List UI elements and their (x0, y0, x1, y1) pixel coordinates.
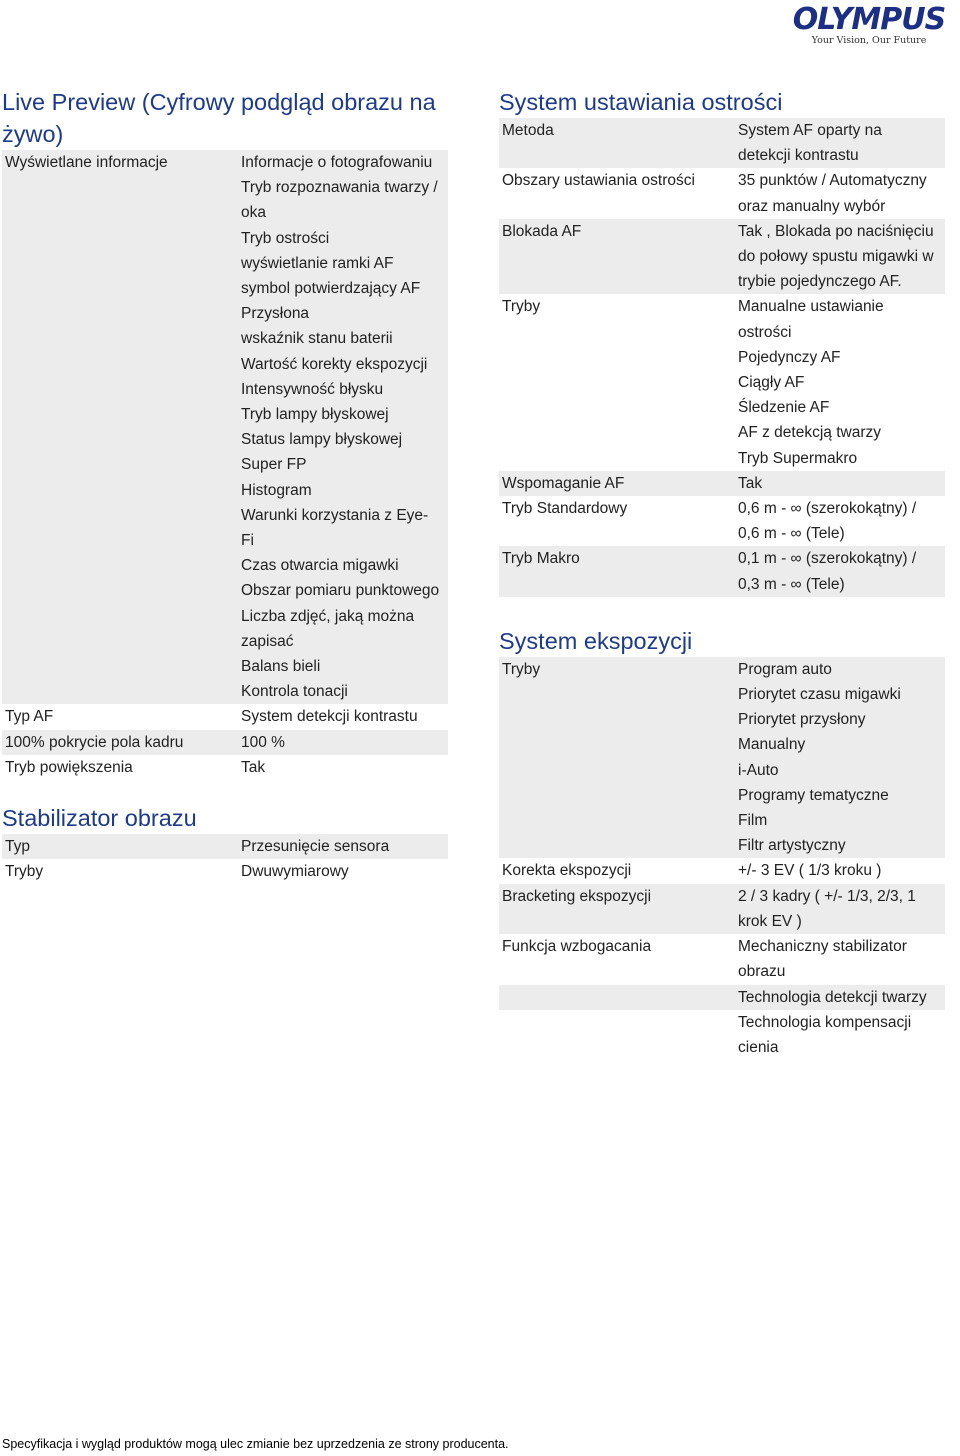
spec-value-line: Informacje o fotografowaniu (241, 154, 433, 171)
spec-row (499, 985, 945, 1010)
spec-value-line: krok EV ) (738, 912, 802, 930)
spec-value-line: Manualne ustawianie (738, 298, 884, 316)
spec-value-line: 2 / 3 kadry ( +/- 1/3, 2/3, 1 (738, 887, 916, 905)
spec-label: Funkcja wzbogacania (502, 938, 652, 956)
spec-value-line: Film (738, 812, 768, 830)
spec-value-line: +/- 3 EV ( 1/3 kroku ) (738, 862, 882, 880)
spec-row (2, 755, 448, 780)
spec-value-line: Dwuwymiarowy (241, 863, 349, 881)
spec-value-line: Filtr artystyczny (738, 837, 846, 855)
spec-value-line: Przesunięcie sensora (241, 838, 390, 856)
spec-value-line: i-Auto (738, 761, 779, 779)
spec-value-line: Przysłona (241, 305, 310, 323)
spec-value-line: System AF oparty na (738, 122, 882, 139)
spec-label (499, 985, 735, 1010)
spec-value-line: Kontrola tonacji (241, 683, 348, 701)
spec-value (735, 471, 945, 496)
spec-row (499, 934, 945, 984)
spec-value-line: Liczba zdjęć, jaką można (241, 607, 415, 625)
spec-row (499, 657, 945, 859)
spec-label: Bracketing ekspozycji (499, 884, 735, 934)
spec-label: Metoda (499, 118, 735, 168)
spec-row (2, 150, 448, 704)
spec-value (735, 858, 945, 883)
spec-value-line: Tryb Supermakro (738, 449, 858, 467)
stabilizer-title: Stabilizator obrazu (2, 805, 197, 832)
logo-wordmark: OLYMPUS (792, 2, 946, 37)
spec-row (2, 834, 448, 859)
spec-row (499, 294, 945, 470)
spec-label: Wyświetlane informacje (2, 150, 238, 704)
spec-value-line: Priorytet przysłony (738, 711, 866, 729)
spec-label: Tryb Standardowy (502, 500, 628, 518)
olympus-logo (784, 2, 954, 46)
spec-value-line: cienia (738, 1038, 779, 1056)
spec-row (2, 704, 448, 729)
disclaimer-footer: Specyfikacja i wygląd produktów mogą ulec zmianie bez uprzedzenia ze strony producenta. (2, 1437, 509, 1451)
spec-value (735, 934, 945, 984)
spec-value-line: 100 % (241, 733, 285, 751)
spec-value-line: Super FP (241, 456, 307, 474)
spec-value (735, 1010, 945, 1060)
spec-value (238, 834, 448, 859)
spec-value-line: Obszar pomiaru punktowego (241, 582, 440, 600)
spec-value-line: oraz manualny wybór (738, 197, 886, 215)
spec-value-line: wskaźnik stanu baterii (241, 330, 393, 348)
live-preview-table (2, 150, 448, 780)
exposure-system-table (499, 657, 945, 1060)
right-column (499, 86, 945, 1060)
spec-label: Tryby (502, 298, 541, 316)
spec-value-line: Technologia kompensacji (738, 1013, 912, 1031)
spec-value-line: Technologia detekcji twarzy (738, 988, 927, 1006)
spec-value (735, 546, 945, 596)
stabilizer-table (2, 834, 448, 884)
spec-value-line: Programy tematyczne (738, 786, 889, 804)
spec-value-line: oka (241, 204, 266, 222)
spec-label: Obszary ustawiania ostrości (502, 172, 695, 190)
spec-value-line: detekcji kontrastu (738, 147, 859, 165)
spec-value-line: Tryb rozpoznawania twarzy / (241, 179, 438, 197)
spec-value-line: 35 punktów / Automatyczny (738, 172, 927, 190)
spec-label: Wspomaganie AF (499, 471, 735, 496)
spec-value-line: trybie pojedynczego AF. (738, 273, 902, 291)
spec-label: Korekta ekspozycji (502, 862, 632, 880)
spec-value-line: Pojedynczy AF (738, 348, 841, 366)
spec-value (238, 704, 448, 729)
left-column (2, 86, 448, 884)
spec-label: Tryb Makro (499, 546, 735, 596)
spec-row (2, 859, 448, 884)
spec-label (499, 1010, 735, 1060)
spec-value-line: Ciągły AF (738, 374, 805, 392)
spec-value-line: Balans bieli (241, 658, 321, 676)
exposure-system-title: System ekspozycji (499, 627, 693, 654)
spec-value (238, 755, 448, 780)
spec-label: Typ (2, 834, 238, 859)
spec-value-line: Priorytet czasu migawki (738, 686, 901, 704)
spec-value-line: 0,6 m - ∞ (szerokokątny) / (738, 500, 917, 518)
spec-value-line: 0,1 m - ∞ (szerokokątny) / (738, 550, 917, 568)
spec-value (735, 884, 945, 934)
spec-value-line: Tak (738, 474, 763, 492)
spec-value-line: Fi (241, 532, 254, 550)
spec-value-line: ostrości (738, 323, 792, 341)
spec-value-line: System detekcji kontrastu (241, 708, 418, 726)
spec-value (735, 219, 945, 295)
spec-value-line: Manualny (738, 736, 806, 754)
spec-value-line: Czas otwarcia migawki (241, 557, 399, 575)
spec-value (238, 150, 448, 704)
spec-value-line: symbol potwierdzający AF (241, 280, 421, 298)
spec-row (499, 168, 945, 218)
spec-value-line: 0,6 m - ∞ (Tele) (738, 525, 845, 543)
spec-value-line: Tryb lampy błyskowej (241, 406, 389, 424)
spec-row (499, 1010, 945, 1060)
spec-value (735, 985, 945, 1010)
live-preview-title: Live Preview (Cyfrowy podgląd obrazu na żywo) (2, 89, 436, 147)
spec-value-line: Tak (241, 758, 266, 776)
spec-value-line: Tak , Blokada po naciśnięciu (738, 222, 934, 240)
spec-row (499, 471, 945, 496)
spec-value-line: zapisać (241, 632, 294, 650)
spec-value-line: Tryb ostrości (241, 229, 330, 247)
spec-label: Tryb powiększenia (5, 758, 133, 776)
logo-tagline: Your Vision, Our Future (811, 35, 927, 46)
spec-row (499, 118, 945, 168)
spec-label: Tryby (499, 657, 735, 859)
spec-row (499, 858, 945, 883)
spec-value-line: AF z detekcją twarzy (738, 424, 881, 442)
spec-value-line: obrazu (738, 963, 786, 981)
spec-label: Typ AF (5, 708, 54, 726)
spec-row (499, 546, 945, 596)
spec-value-line: do połowy spustu migawki w (738, 248, 934, 266)
focus-system-title: System ustawiania ostrości (499, 89, 783, 115)
spec-value-line: Status lampy błyskowej (241, 431, 403, 449)
focus-system-table (499, 118, 945, 597)
spec-row (2, 730, 448, 755)
spec-value (238, 730, 448, 755)
spec-row (499, 496, 945, 546)
spec-value (238, 859, 448, 884)
spec-value (735, 657, 945, 859)
spec-row (499, 219, 945, 295)
spec-value (735, 168, 945, 218)
spec-value-line: Intensywność błysku (241, 380, 384, 398)
spec-value (735, 294, 945, 470)
spec-value-line: Warunki korzystania z Eye- (241, 506, 429, 524)
spec-value-line: Histogram (241, 481, 312, 499)
spec-value-line: wyświetlanie ramki AF (241, 254, 394, 272)
spec-value-line: Program auto (738, 660, 832, 678)
spec-value-line: 0,3 m - ∞ (Tele) (738, 575, 845, 593)
spec-row (499, 884, 945, 934)
spec-label: 100% pokrycie pola kadru (2, 730, 238, 755)
spec-label: Tryby (5, 863, 44, 881)
spec-value (735, 118, 945, 168)
spec-value-line: Wartość korekty ekspozycji (241, 355, 428, 373)
spec-value-line: Śledzenie AF (738, 399, 830, 417)
spec-value (735, 496, 945, 546)
spec-label: Blokada AF (499, 219, 735, 295)
spec-value-line: Mechaniczny stabilizator (738, 938, 907, 956)
